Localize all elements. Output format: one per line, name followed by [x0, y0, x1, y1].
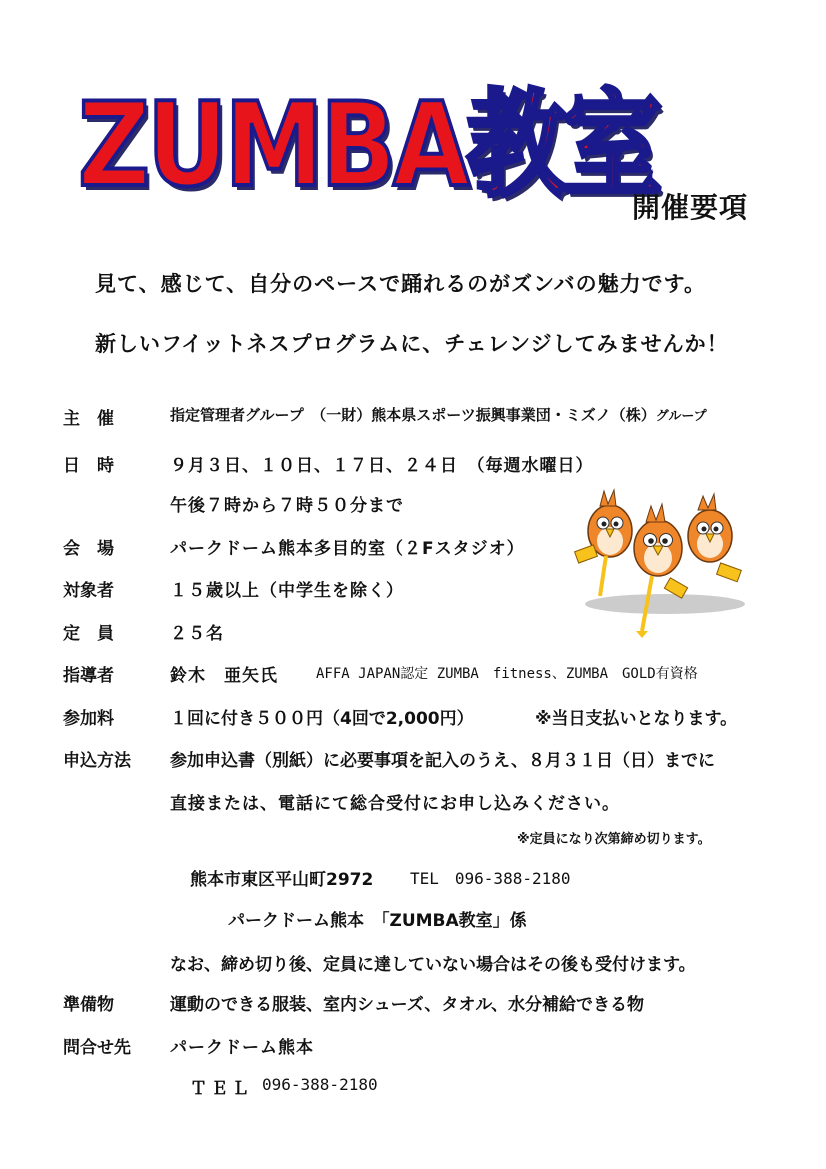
slogan-1: 見て、感じて、自分のペースで踊れるのがズンバの魅力です。 — [95, 272, 706, 296]
target-value: １５歳以上（中学生を除く） — [170, 581, 404, 601]
fee-value: １回に付き５００円（4回で2,000円） — [170, 709, 474, 729]
dancing-birds-illustration — [570, 486, 750, 646]
items-label: 準備物 — [63, 995, 114, 1015]
venue-label: 会 場 — [63, 539, 114, 559]
capacity-value: ２５名 — [170, 624, 224, 644]
instructor-name: 鈴木 亜矢氏 — [170, 666, 278, 686]
application-deadline-note: ※定員になり次第締め切ります。 — [517, 832, 711, 847]
application-after-note: なお、締め切り後、定員に達していない場合はその後も受付けます。 — [170, 955, 696, 975]
target-label: 対象者 — [63, 581, 114, 601]
application-line-1: 参加申込書（別紙）に必要事項を記入のうえ、８月３１日（日）までに — [170, 751, 716, 771]
datetime-time: 午後７時から７時５０分まで — [170, 496, 404, 516]
application-line-2: 直接または、電話にて総合受付にお申し込みください。 — [170, 794, 620, 814]
bird-center — [634, 504, 688, 638]
datetime-dates: ９月３日、１０日、１７日、２４日 （毎週水曜日） — [170, 456, 594, 476]
datetime-label: 日 時 — [63, 456, 114, 476]
fee-label: 参加料 — [63, 709, 114, 729]
instructor-qualification: AFFA JAPAN認定 ZUMBA fitness、ZUMBA GOLD有資格 — [316, 666, 698, 682]
contact-tel: 096-388-2180 — [262, 1075, 378, 1094]
items-value: 運動のできる服装、室内シューズ、タオル、水分補給できる物 — [170, 995, 644, 1015]
application-tel: TEL 096-388-2180 — [410, 869, 571, 888]
capacity-label: 定 員 — [63, 624, 114, 644]
venue-value: パークドーム熊本多目的室（２Fスタジオ） — [170, 539, 525, 559]
application-dept: パークドーム熊本 「ZUMBA教室」係 — [228, 911, 527, 931]
contact-tel-label: ＴＥＬ — [190, 1079, 253, 1099]
application-address: 熊本市東区平山町2972 — [190, 870, 374, 890]
page-title: ZUMBA教室 — [78, 78, 660, 213]
application-label: 申込方法 — [63, 751, 131, 771]
organizer-value: 指定管理者グループ （一財）熊本県スポーツ振興事業団・ミズノ（株）グループ — [170, 406, 707, 424]
fee-note: ※当日支払いとなります。 — [535, 709, 738, 729]
bird-right — [688, 494, 741, 582]
slogan-2: 新しいフイットネスプログラムに、チェレンジしてみませんか！ — [95, 332, 729, 356]
contact-value: パークドーム熊本 — [170, 1038, 314, 1058]
instructor-label: 指導者 — [63, 666, 114, 686]
bird-left — [575, 490, 632, 596]
contact-label: 問合せ先 — [63, 1038, 131, 1058]
organizer-label: 主 催 — [63, 409, 114, 429]
page-subtitle: 開催要項 — [632, 191, 749, 224]
